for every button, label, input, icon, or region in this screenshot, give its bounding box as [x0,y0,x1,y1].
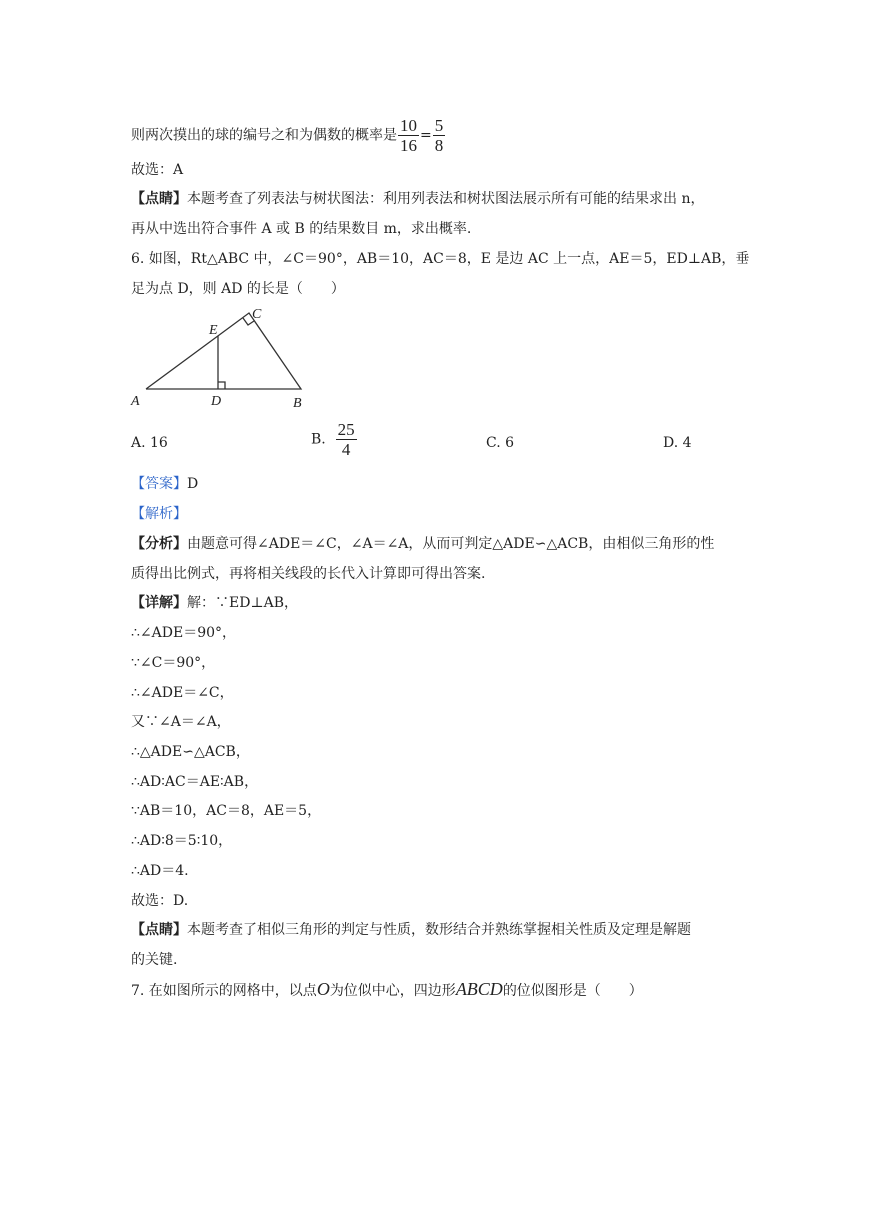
fraction-25-4: $\frac{25}{4}$ [337,420,355,459]
analysis-tag: 【解析】 [131,506,187,522]
choice-line-1: 故选：A [131,162,184,178]
triangle-outline [146,313,301,389]
label-B: B [293,396,302,411]
right-angle-mark-D [218,382,225,389]
dianjing-tag: 【点睛】 [131,922,187,938]
detail-step: ∴AD∶AC＝AE∶AB， [131,774,259,790]
answer-value: D [187,476,199,492]
option-a: A. 16 [131,435,168,451]
detail-step: 故选：D. [131,893,189,909]
fraction-5-8: $\frac{5}{8}$ [434,116,444,155]
detail-tag: 【详解】 [131,595,187,611]
detail-step: 又∵∠A＝∠A， [131,714,231,730]
label-A: A [131,394,140,409]
fenxi-tag: 【分析】 [131,536,187,552]
question-6-line-2: 足为点 D，则 AD 的长是（ ） [131,281,345,297]
label-E: E [209,323,218,338]
dianjing-tag: 【点睛】 [131,191,187,207]
detail-step: ∴AD∶8＝5∶10， [131,833,233,849]
dianjing-1-line-1: 【点睛】本题考查了列表法与树状图法：利用列表法和树状图法展示所有可能的结果求出 n， [131,191,705,207]
answer-line [131,474,198,494]
detail-line-1: 【详解】解：∵ED⊥AB， [131,595,299,611]
detail-step: ∴AD＝4. [131,863,189,879]
fraction-10-16: $\frac{10}{16}$ [400,116,417,155]
triangle-figure [125,303,325,411]
equals-sign: = [420,127,432,144]
label-C: C [252,307,262,322]
question-7: 7. 在如图所示的网格中，以点O为位似中心，四边形ABCD的位似图形是（ ） [131,979,643,999]
detail-step: ∴∠ADE＝∠C， [131,685,234,701]
option-b: B. $\frac{25}{4}$ [311,420,355,459]
answer-tag: 【答案】 [131,476,187,492]
probability-line [131,116,446,155]
question-6-line-1: 6. 如图，Rt△ABC 中，∠C＝90°，AB＝10，AC＝8，E 是边 AC 上一点，AE＝5，ED⊥AB，垂 [131,251,750,267]
dianjing-2-line-1: 【点睛】本题考查了相似三角形的判定与性质，数形结合并熟练掌握相关性质及定理是解题 [131,922,691,938]
detail-step: ∵AB＝10，AC＝8，AE＝5， [131,803,322,819]
point-o: O [316,979,330,999]
probability-text: 则两次摸出的球的编号之和为偶数的概率是 [131,127,397,144]
dianjing-2-line-2: 的关键. [131,952,178,968]
fenxi-line-2: 质得出比例式，再将相关线段的长代入计算即可得出答案. [131,566,486,582]
quad-abcd: ABCD [455,979,503,999]
label-D: D [211,394,222,409]
dianjing-1-line-2: 再从中选出符合事件 A 或 B 的结果数目 m，求出概率. [131,221,472,237]
option-d: D. 4 [663,435,692,451]
fenxi-line-1: 【分析】由题意可得∠ADE＝∠C，∠A＝∠A，从而可判定△ADE∽△ACB，由相似三角形的性 [131,536,715,552]
detail-step: ∴∠ADE＝90°， [131,625,237,641]
detail-step: ∴△ADE∽△ACB， [131,744,250,760]
detail-step: ∵∠C＝90°， [131,655,216,671]
option-c: C. 6 [486,435,515,451]
